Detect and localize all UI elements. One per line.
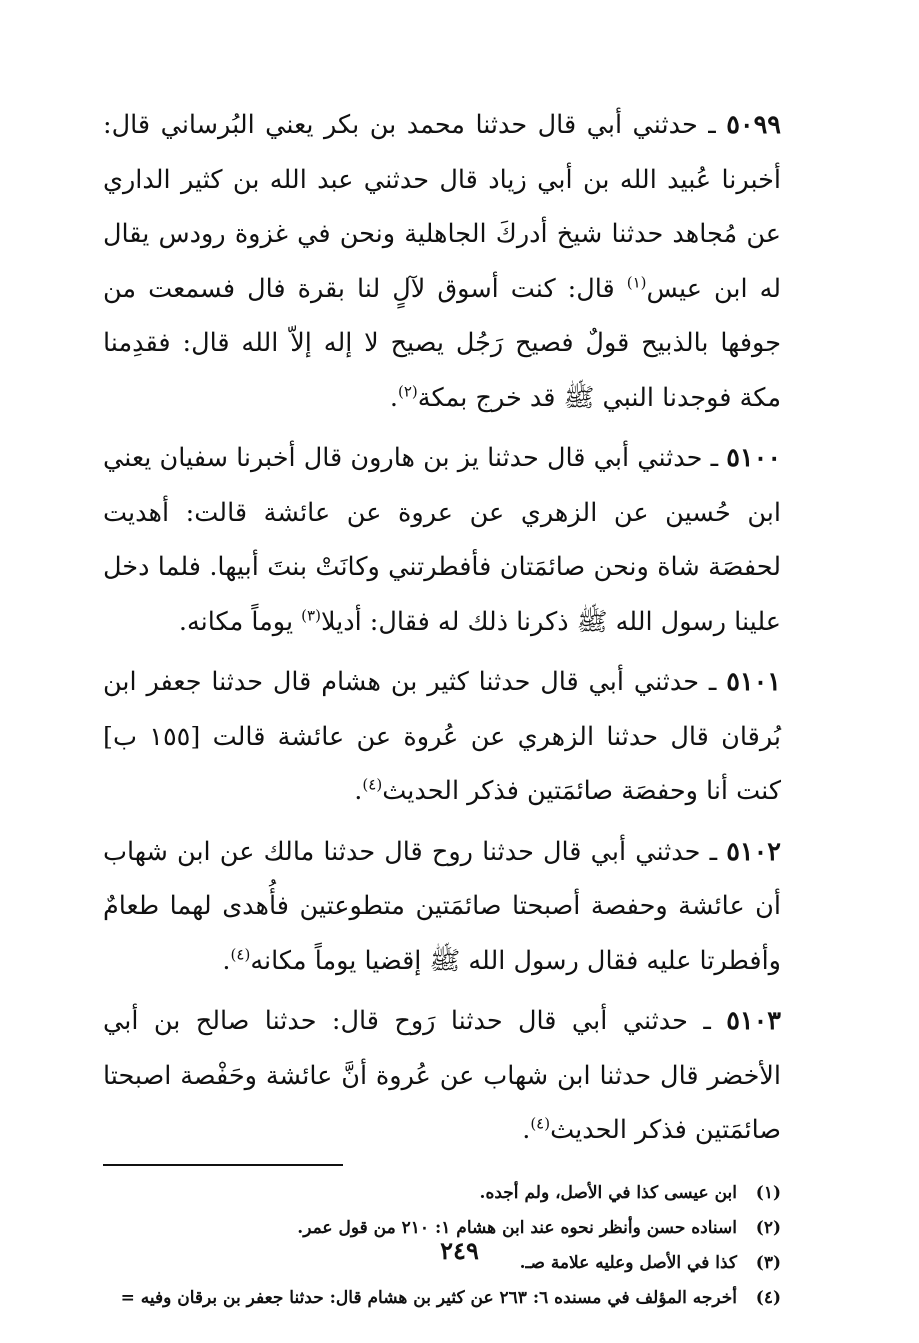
footnote-text: ابن عيسى كذا في الأصل، ولم أجده. <box>479 1182 737 1203</box>
hadith-text: أخبرنا عُبيد الله بن أبي زياد قال حدثني عبد الله بن كثير الداري عن <box>103 164 782 249</box>
hadith-text: قد خرج بمكة <box>417 382 556 413</box>
hadith-number: ٥١٠٣ <box>726 1006 781 1036</box>
hadith-text: مُجاهد حدثنا شيخ أدركَ الجاهلية ونحن في غزوة رودس يقال له ابن <box>103 219 782 304</box>
hadith-text: . <box>222 945 231 976</box>
dash: ـ <box>702 443 719 473</box>
hadith-text: . <box>354 776 363 806</box>
dash: ـ <box>699 667 717 697</box>
footnote-ref[interactable]: (١) <box>626 273 647 291</box>
dash: ـ <box>687 1006 711 1036</box>
hadith-number: ٥١٠٢ <box>726 836 781 867</box>
footnote-number: (٤) <box>755 1287 781 1308</box>
hadith-text: يوماً مكانه. <box>178 606 294 637</box>
footnote-ref[interactable]: (٤) <box>362 775 383 794</box>
footnote-divider <box>103 1164 343 1166</box>
footnote-text: أخرجه المؤلف في مسنده ٦: ٢٦٣ عن كثير بن هشام قال: حدثنا جعفر بن برقان وفيه = <box>120 1287 737 1308</box>
hadith-text: حدثني أبي قال حدثنا يز‌ بن هارون قال أخبرنا سفيان يعني ابن حُسين عن الزهري عن عروة عن عائشة قالت: أهديت لحفصَة شاة ونحن صائمَتان فأفطرتني وكانَتْ بنتَ أبيها. فلما دخل علينا رسول الله ﷺ ذكرنا ذلك له فقال: أديلا <box>103 443 781 637</box>
footnote-text: كذا في الأصل وعليه علامة صـ. <box>519 1252 737 1273</box>
hadith-5101 <box>103 655 781 819</box>
hadith-number: ٥١٠٠ <box>726 443 782 473</box>
footnote-ref[interactable]: (٢) <box>398 382 418 400</box>
hadith-5099: ٥٠٩٩ ـ حدثني أبي قال حدثنا محمد بن بكر يعني البُرساني قال: أخبرنا عُبيد الله بن أبي زياد قال حدثني عبد الله بن كثير الداري عن مُجاهد حدثنا شيخ أدركَ الجاهلية ونحن في غزوة رودس يقال له ابن عيس$^{(١)}$ قال: كنت أسوق لآلٍ لنا بقرة فال فسمعت من جوفها بالذبيح قولٌ فصيح رَجُل يصيح لا إله إلاّ الله قال: فقدِمنا مكة فوجدنا النبي ﷺ قد خرج بمكة$^{(٢)}$. <box>103 110 782 413</box>
footnote-4 <box>103 1281 781 1316</box>
hadith-text: عيس <box>646 273 702 304</box>
footnote-ref[interactable]: (٤) <box>230 945 251 963</box>
footnote-text: اسناده حسن وأنظر نحوه عند ابن هشام ١: ٢١٠ من قول عمر. <box>297 1217 737 1238</box>
hadith-number: ٥١٠١ <box>726 667 782 697</box>
hadith-text: حدثني أبي قال حدثنا كثير بن هشام قال حدثنا جعفر ابن بُرقان قال حدثنا الزهري عن عُروة عن عائشة قالت [١٥٥ ب] كنت أنا وحفصَة صائمَتين فذكر الحديث <box>103 667 781 806</box>
hadith-5100 <box>103 431 781 649</box>
hadith-text: حدثني أبي قال حدثنا روح قال حدثنا مالك عن ابن شهاب أن عائشة وحفصة أصبحتا صائمَتين متطوعتين فأُهدى لهما طعامٌ وأفطرتا عليه فقال رسول الله ﷺ إقضيا يوماً مكانه <box>103 836 781 976</box>
hadith-text: حدثني أبي قال حدثنا رَوح قال: حدثنا صالح بن أبي الأخضر قال حدثنا ابن شهاب عن عُروة أنَّ عائشة وحَفْصة اصبحتا صائمَتين فذكر الحديث <box>103 1006 781 1145</box>
footnote-1 <box>103 1176 781 1211</box>
hadith-5103 <box>103 994 781 1158</box>
hadith-text: قولٌ فصيح رَجُل يصيح لا إله إلاّ الله قال: فقدِمنا مكة فوجدنا النبي ﷺ <box>103 328 781 413</box>
dash: ـ <box>697 110 716 140</box>
footnote-ref[interactable]: (٣) <box>301 606 321 624</box>
hadith-number: ٥٠٩٩ <box>726 110 782 140</box>
hadith-text: . <box>522 1115 531 1145</box>
footnote-number: (١) <box>755 1182 781 1203</box>
dash: ـ <box>700 836 718 867</box>
footnote-number: (٢) <box>755 1217 781 1238</box>
hadith-text: حدثني أبي قال حدثنا محمد بن بكر يعني البُرساني قال: <box>103 110 698 140</box>
footnote-ref[interactable]: (٤) <box>530 1114 551 1133</box>
hadith-5102 <box>103 825 781 989</box>
page-number: ٢٤٩ <box>440 1236 479 1265</box>
hadith-text: قال: كنت أسوق لآلٍ لنا بقرة فال فسمعت من جوفها بالذبيح <box>103 273 781 358</box>
footnote-number: (٣) <box>755 1252 781 1273</box>
